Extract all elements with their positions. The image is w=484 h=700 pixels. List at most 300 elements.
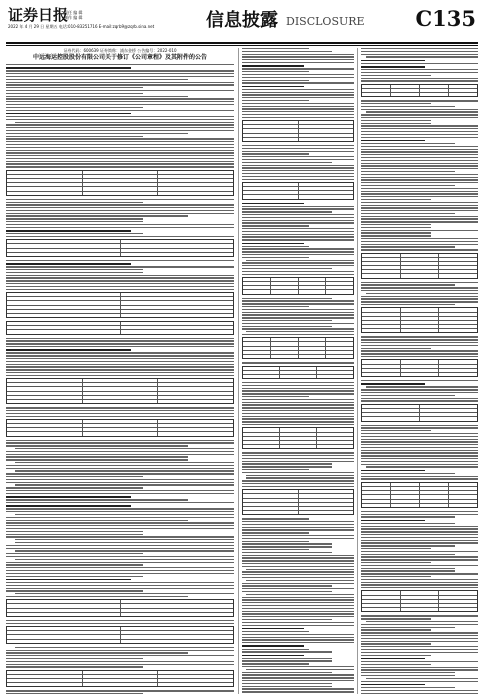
text-line — [6, 473, 234, 474]
text-line — [242, 552, 332, 553]
masthead-rule — [6, 42, 478, 44]
text-line — [6, 133, 188, 134]
text-line — [6, 144, 234, 145]
text-line — [361, 207, 478, 208]
section-title: 信息披露 — [206, 10, 278, 31]
text-line — [242, 463, 332, 464]
text-line — [361, 48, 478, 49]
text-line — [242, 108, 354, 109]
text-line — [361, 174, 478, 175]
text-line — [242, 148, 354, 149]
text-line — [361, 618, 431, 619]
text-line — [361, 672, 455, 673]
text-line — [242, 271, 354, 272]
text-heading-line — [361, 470, 425, 472]
text-line — [361, 196, 478, 197]
text-line — [366, 111, 478, 112]
text-line — [15, 542, 234, 543]
text-line — [361, 450, 478, 451]
text-line — [366, 466, 478, 467]
text-line — [6, 283, 234, 284]
text-line — [242, 686, 332, 687]
text-line — [242, 616, 354, 617]
text-line — [361, 290, 478, 291]
text-line — [242, 571, 354, 572]
text-line — [15, 559, 234, 560]
text-line — [361, 213, 455, 214]
text-line — [242, 314, 354, 315]
text-line — [361, 531, 478, 532]
text-line — [6, 490, 234, 491]
text-line — [361, 447, 478, 448]
text-line — [361, 652, 478, 653]
text-line — [242, 424, 354, 425]
text-line — [242, 529, 354, 530]
text-line — [361, 128, 478, 129]
text-line — [6, 476, 143, 477]
text-line — [361, 63, 478, 64]
text-line — [6, 218, 143, 219]
text-line — [361, 655, 431, 656]
text-line — [242, 538, 354, 539]
text-line — [246, 260, 354, 261]
newspaper-logo: 证券日报 — [8, 6, 69, 24]
text-line — [361, 584, 478, 585]
text-line — [6, 233, 143, 234]
text-line — [361, 125, 478, 126]
text-line — [6, 564, 143, 565]
text-line — [242, 334, 354, 335]
text-line — [242, 82, 354, 83]
text-line — [361, 400, 478, 401]
table-block — [361, 84, 478, 98]
text-line — [246, 331, 354, 332]
article-body-continued — [361, 48, 478, 694]
text-line — [242, 94, 354, 95]
text-line — [242, 300, 354, 301]
text-line — [361, 615, 478, 616]
text-line — [6, 96, 188, 97]
text-line — [242, 557, 354, 558]
text-line — [361, 514, 478, 515]
text-line — [6, 585, 234, 586]
text-line — [361, 523, 455, 524]
text-line — [361, 675, 455, 676]
text-line — [6, 136, 143, 137]
text-line — [361, 168, 478, 169]
text-line — [242, 111, 354, 112]
text-line — [361, 154, 478, 155]
text-line — [361, 72, 478, 73]
text-line — [6, 236, 234, 237]
text-line — [361, 163, 478, 164]
text-line — [361, 171, 455, 172]
text-line — [6, 155, 234, 156]
text-line — [361, 439, 478, 440]
text-line — [6, 528, 234, 529]
text-line — [6, 338, 234, 339]
text-line — [242, 388, 354, 389]
text-line — [361, 284, 455, 285]
text-line — [6, 536, 234, 537]
text-line — [242, 156, 354, 157]
text-line — [6, 573, 234, 574]
text-line — [361, 221, 478, 222]
text-line — [361, 165, 478, 166]
text-line — [242, 677, 354, 678]
text-line — [6, 130, 234, 131]
text-line — [6, 161, 234, 162]
text-line — [242, 236, 354, 237]
text-line — [6, 213, 234, 214]
text-line — [242, 220, 354, 221]
text-line — [361, 632, 478, 633]
text-line — [6, 70, 234, 71]
text-line — [242, 153, 309, 154]
text-line — [361, 551, 478, 552]
text-heading-line — [242, 243, 304, 245]
text-line — [361, 638, 478, 639]
text-line — [242, 634, 354, 635]
text-line — [6, 493, 234, 494]
text-line — [242, 404, 354, 405]
article-body-continued — [242, 48, 354, 694]
text-line — [242, 410, 354, 411]
text-line — [361, 106, 455, 107]
text-line — [242, 298, 332, 299]
text-line — [6, 141, 234, 142]
text-line — [361, 185, 455, 186]
table-block — [6, 239, 234, 257]
text-line — [361, 649, 478, 650]
text-line — [361, 540, 478, 541]
text-line — [242, 546, 332, 547]
text-line — [6, 650, 234, 651]
text-line — [242, 680, 354, 681]
text-line — [242, 486, 354, 487]
text-line — [242, 89, 354, 90]
text-heading-line — [6, 505, 131, 507]
text-line — [242, 663, 309, 664]
text-line — [6, 227, 234, 228]
text-line — [242, 458, 354, 459]
text-line — [361, 348, 431, 349]
text-line — [361, 296, 478, 297]
text-heading-line — [361, 658, 425, 660]
text-line — [6, 358, 234, 359]
text-line — [361, 627, 455, 628]
text-line — [242, 658, 332, 659]
text-line — [6, 525, 234, 526]
text-line — [6, 352, 234, 353]
text-line — [242, 455, 354, 456]
text-line — [242, 396, 309, 397]
text-line — [366, 386, 478, 387]
text-line — [242, 574, 354, 575]
text-line — [6, 487, 143, 488]
text-heading-line — [361, 684, 425, 686]
text-heading-line — [361, 383, 425, 385]
text-line — [361, 109, 478, 110]
text-line — [361, 241, 478, 242]
text-line — [361, 179, 478, 180]
text-line — [361, 573, 478, 574]
text-line — [242, 167, 354, 168]
text-line — [242, 323, 354, 324]
text-heading-line — [6, 496, 131, 498]
text-line — [242, 309, 354, 310]
table-block — [242, 337, 354, 359]
text-line — [246, 580, 354, 581]
text-line — [242, 59, 354, 60]
text-line — [361, 641, 478, 642]
text-line — [361, 224, 431, 225]
text-line — [361, 526, 478, 527]
text-heading-line — [6, 113, 131, 115]
text-line — [242, 651, 332, 652]
text-line — [242, 248, 354, 249]
table-block — [361, 404, 478, 422]
text-line — [242, 239, 354, 240]
text-line — [6, 570, 234, 571]
text-line — [361, 238, 478, 239]
text-line — [6, 286, 234, 287]
table-block — [361, 482, 478, 508]
text-line — [15, 647, 234, 648]
editor-line: 责任 编 辑 — [64, 10, 83, 15]
text-line — [361, 444, 478, 445]
masthead — [6, 4, 478, 40]
text-line — [242, 660, 332, 661]
text-line — [242, 524, 354, 525]
text-line — [242, 541, 309, 542]
text-line — [242, 179, 354, 180]
text-line — [361, 146, 478, 147]
article-code-line: 证券代码：600639 证券简称：浦东金桥 公告编号：2022-010 — [63, 48, 177, 53]
text-line — [6, 553, 143, 554]
text-line — [242, 649, 309, 650]
text-line — [242, 683, 332, 684]
text-line — [361, 100, 478, 101]
text-heading-line — [361, 520, 425, 522]
text-line — [242, 407, 354, 408]
text-line — [6, 410, 234, 411]
text-line — [6, 545, 234, 546]
text-line — [242, 159, 354, 160]
text-line — [6, 199, 234, 200]
text-line — [242, 225, 309, 226]
text-line — [242, 74, 354, 75]
text-line — [6, 215, 188, 216]
text-line — [361, 528, 478, 529]
text-line — [361, 244, 478, 245]
text-line — [6, 366, 234, 367]
text-line — [242, 585, 332, 586]
text-line — [6, 101, 234, 102]
text-line — [246, 477, 354, 478]
text-line — [361, 353, 478, 354]
text-line — [15, 448, 234, 449]
text-line — [6, 158, 234, 159]
text-line — [361, 669, 478, 670]
text-line — [6, 372, 234, 373]
text-line — [361, 667, 478, 668]
text-line — [361, 661, 478, 662]
text-line — [242, 566, 354, 567]
text-line — [242, 208, 354, 209]
text-line — [361, 134, 478, 135]
text-line — [6, 548, 234, 549]
text-line — [6, 152, 234, 153]
text-line — [6, 116, 234, 117]
text-line — [361, 441, 478, 442]
table-block — [6, 670, 234, 688]
table-block — [361, 253, 478, 279]
text-line — [6, 623, 234, 624]
text-line — [361, 205, 478, 206]
text-line — [361, 629, 431, 630]
text-line — [361, 433, 478, 434]
text-line — [361, 635, 478, 636]
text-line — [242, 222, 354, 223]
text-line — [242, 274, 354, 275]
text-line — [6, 119, 234, 120]
text-line — [6, 620, 234, 621]
text-line — [6, 522, 234, 523]
text-line — [242, 399, 354, 400]
text-line — [242, 103, 354, 104]
text-line — [6, 364, 234, 365]
text-line — [15, 122, 234, 123]
text-line — [242, 145, 354, 146]
text-line — [361, 160, 478, 161]
article-title: 中远海运控股股份有限公司关于修订《公司章程》及其附件的公告 — [32, 54, 207, 61]
text-line — [361, 246, 455, 247]
table-block — [242, 427, 354, 449]
text-line — [6, 576, 143, 577]
text-line — [366, 56, 478, 57]
text-line — [242, 642, 354, 643]
text-line — [6, 442, 234, 443]
text-line — [242, 54, 354, 55]
text-line — [6, 202, 143, 203]
text-heading-line — [361, 66, 425, 68]
text-line — [6, 588, 234, 589]
text-line — [242, 461, 354, 462]
text-line — [6, 582, 234, 583]
text-line — [6, 275, 234, 276]
text-line — [242, 622, 354, 623]
text-line — [6, 693, 143, 694]
table-block — [242, 120, 354, 142]
text-line — [242, 674, 354, 675]
text-line — [15, 514, 234, 515]
text-line — [242, 262, 354, 263]
text-heading-line — [242, 203, 304, 205]
text-line — [6, 482, 234, 483]
text-line — [242, 611, 354, 612]
text-line — [361, 664, 431, 665]
producer-line: 制作 编 辑 — [64, 15, 83, 20]
text-heading-line — [6, 230, 131, 232]
text-line — [361, 643, 431, 644]
text-line — [361, 114, 478, 115]
text-line — [361, 587, 478, 588]
text-line — [361, 298, 478, 299]
text-line — [242, 100, 309, 101]
text-line — [361, 54, 478, 55]
text-line — [6, 204, 234, 205]
text-line — [6, 562, 234, 563]
text-line — [361, 78, 478, 79]
text-line — [242, 151, 354, 152]
text-line — [6, 652, 188, 653]
text-line — [242, 117, 354, 118]
text-line — [242, 543, 332, 544]
text-line — [242, 106, 354, 107]
text-line — [361, 461, 478, 462]
text-line — [242, 560, 354, 561]
text-line — [361, 235, 431, 236]
text-line — [242, 77, 354, 78]
text-line — [361, 389, 478, 390]
text-line — [242, 631, 309, 632]
text-heading-line — [242, 86, 304, 88]
text-heading-line — [6, 579, 131, 581]
text-line — [6, 416, 234, 417]
text-line — [242, 605, 354, 606]
text-line — [361, 687, 455, 688]
text-line — [361, 392, 478, 393]
text-line — [361, 117, 478, 118]
text-line — [6, 269, 143, 270]
text-line — [366, 293, 478, 294]
text-line — [6, 451, 234, 452]
column-divider — [238, 48, 239, 694]
editor-credits — [64, 10, 83, 20]
text-line — [242, 625, 354, 626]
text-line — [6, 166, 234, 167]
text-line — [361, 556, 478, 557]
text-line — [242, 597, 354, 598]
text-line — [6, 499, 188, 500]
text-line — [361, 458, 478, 459]
text-line — [242, 666, 354, 667]
text-line — [361, 425, 478, 426]
table-block — [361, 307, 478, 333]
text-line — [6, 163, 234, 164]
text-line — [242, 317, 354, 318]
text-line — [242, 688, 354, 689]
text-line — [6, 511, 234, 512]
text-line — [242, 217, 354, 218]
text-line — [242, 206, 354, 207]
text-line — [361, 210, 478, 211]
text-line — [361, 565, 478, 566]
text-line — [361, 230, 478, 231]
text-heading-line — [242, 628, 304, 630]
text-line — [6, 277, 234, 278]
text-line — [6, 369, 234, 370]
text-line — [15, 593, 234, 594]
text-line — [361, 301, 478, 302]
text-line — [6, 93, 143, 94]
text-line — [242, 518, 309, 519]
text-line — [361, 356, 478, 357]
text-line — [6, 224, 234, 225]
text-line — [6, 138, 234, 139]
text-line — [361, 455, 478, 456]
